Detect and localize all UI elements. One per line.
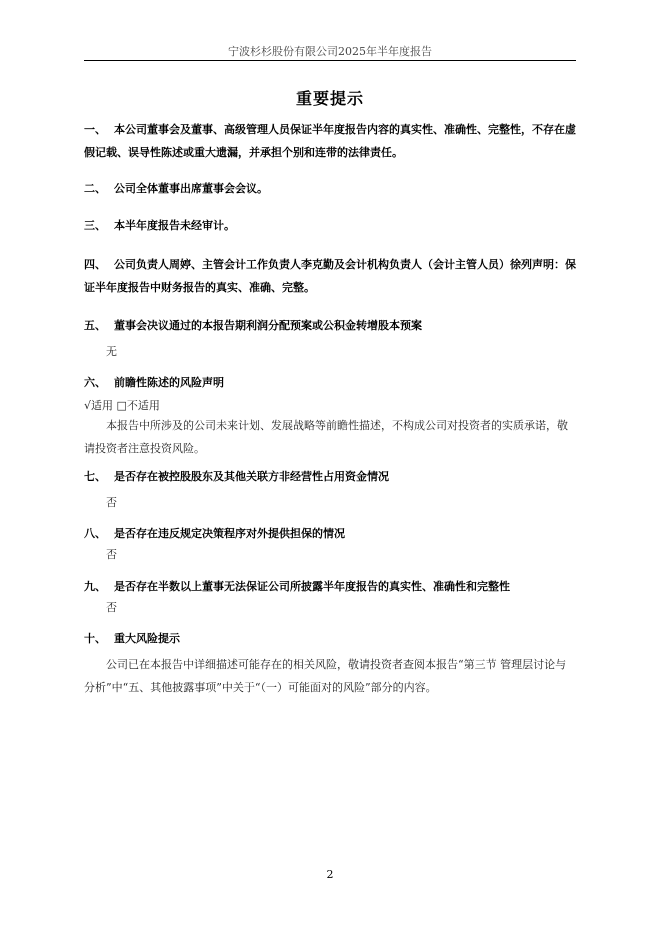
- item-10-number: 十、: [84, 632, 106, 645]
- item-2: [84, 177, 576, 200]
- item-7: [84, 465, 576, 488]
- item-9: [84, 575, 576, 598]
- item-1: [84, 118, 576, 164]
- item-9-text: 是否存在半数以上董事无法保证公司所披露半年度报告的真实性、准确性和完整性: [114, 580, 510, 593]
- item-8-answer: 否: [106, 548, 117, 561]
- item-9-answer: 否: [106, 601, 117, 614]
- page-title: 重要提示: [295, 89, 364, 108]
- item-2-text: 公司全体董事出席董事会会议。: [114, 182, 268, 195]
- item-3-text: 本半年度报告未经审计。: [114, 219, 235, 232]
- item-5: [84, 314, 576, 337]
- running-header: 宁波杉杉股份有限公司2025年半年度报告: [228, 45, 432, 58]
- item-2-number: 二、: [84, 182, 106, 195]
- item-10-detail: 公司已在本报告中详细描述可能存在的相关风险，敬请投资者查阅本报告“第三节 管理层讨论与分析”中“五、其他披露事项”中关于“（一）可能面对的风险”部分的内容。: [84, 658, 567, 694]
- item-7-number: 七、: [84, 470, 106, 483]
- item-4-number: 四、: [84, 258, 106, 271]
- item-6-applicability: √适用 □不适用: [84, 399, 160, 412]
- item-6-detail: 本报告中所涉及的公司未来计划、发展战略等前瞻性描述，不构成公司对投资者的实质承诺，敬请投资者注意投资风险。: [84, 419, 568, 455]
- item-5-text: 董事会决议通过的本报告期利润分配预案或公积金转增股本预案: [114, 319, 422, 332]
- item-8-number: 八、: [84, 527, 106, 540]
- item-4-text: 公司负责人周婷、主管会计工作负责人李克勤及会计机构负责人（会计主管人员）徐列声明：保证半年度报告中财务报告的真实、准确、完整。: [84, 258, 576, 294]
- page-number: 2: [326, 868, 334, 881]
- item-6-number: 六、: [84, 376, 106, 389]
- item-3: [84, 214, 576, 237]
- item-5-number: 五、: [84, 319, 106, 332]
- item-9-number: 九、: [84, 580, 106, 593]
- item-6: [84, 371, 576, 394]
- item-4: [84, 253, 576, 299]
- item-8-text: 是否存在违反规定决策程序对外提供担保的情况: [114, 527, 345, 540]
- item-7-answer: 否: [106, 496, 117, 509]
- item-7-text: 是否存在被控股股东及其他关联方非经营性占用资金情况: [114, 470, 389, 483]
- item-10: [84, 627, 576, 650]
- item-3-number: 三、: [84, 219, 106, 232]
- header-rule: [84, 60, 576, 61]
- item-5-answer: 无: [106, 345, 117, 358]
- item-1-number: 一、: [84, 123, 106, 136]
- item-6-text: 前瞻性陈述的风险声明: [114, 376, 224, 389]
- item-1-text: 本公司董事会及董事、高级管理人员保证半年度报告内容的真实性、准确性、完整性，不存在虚假记载、误导性陈述或重大遗漏，并承担个别和连带的法律责任。: [84, 123, 576, 159]
- item-8: [84, 522, 576, 545]
- item-10-text: 重大风险提示: [114, 632, 180, 645]
